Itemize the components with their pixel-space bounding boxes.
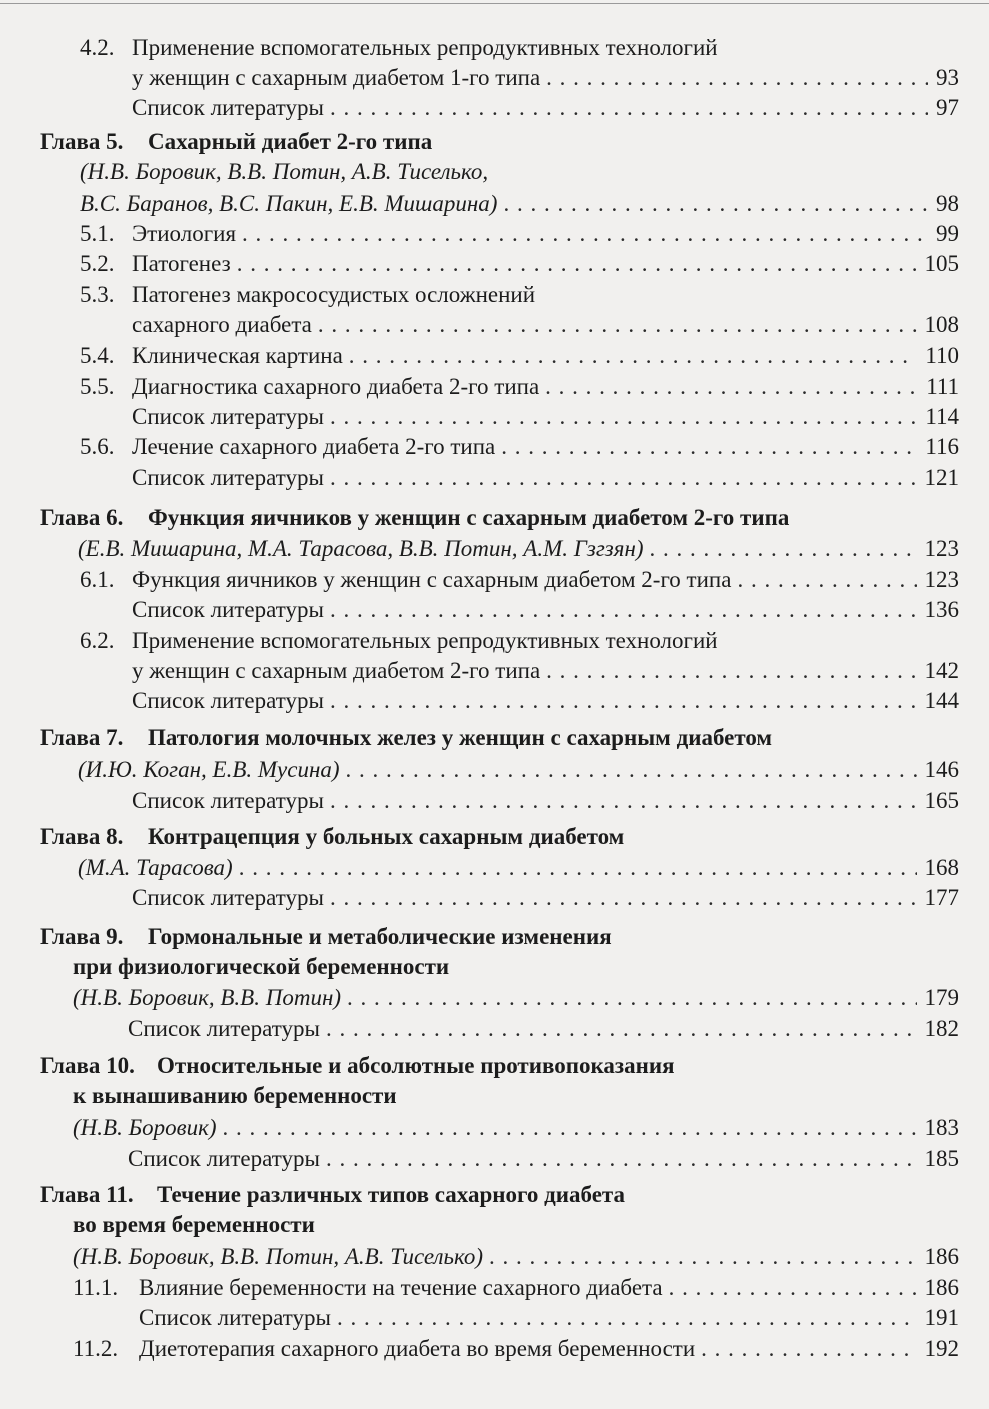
chapter-title: Относительные и абсолютные противопоказания <box>157 1053 675 1078</box>
chapter-number: Глава 6. <box>40 505 124 530</box>
toc-number: 5.6. <box>80 434 115 459</box>
chapter-title: во время беременности <box>73 1212 315 1237</box>
authors: (И.Ю. Коган, Е.В. Мусина) <box>78 757 340 782</box>
page-number: 186 <box>924 1244 959 1269</box>
top-rule <box>0 3 989 4</box>
leader-dots <box>326 1144 917 1174</box>
toc-title: Влияние беременности на течение сахарного диабета <box>139 1275 663 1300</box>
page-number: 114 <box>925 404 959 429</box>
toc-row <box>128 1014 959 1044</box>
leader-dots <box>330 786 917 816</box>
toc-row <box>128 1144 959 1174</box>
toc-row <box>80 372 959 402</box>
toc-row <box>73 983 959 1013</box>
leader-dots <box>346 755 917 785</box>
toc-title: Функция яичников у женщин с сахарным диабетом 2-го типа <box>132 567 732 592</box>
leader-dots <box>326 1014 917 1044</box>
chapter-heading <box>40 1051 949 1081</box>
leader-dots <box>669 1273 917 1303</box>
toc-number: 11.2. <box>73 1336 119 1361</box>
toc-row <box>73 1113 959 1143</box>
toc-row <box>132 93 959 123</box>
page-number: 116 <box>925 434 959 459</box>
toc-number: 11.1. <box>73 1275 119 1300</box>
toc-row <box>73 1242 959 1272</box>
leader-dots <box>330 883 917 913</box>
toc-title: Список литературы <box>128 1016 320 1041</box>
chapter-number: Глава 9. <box>40 924 124 949</box>
authors: (Н.В. Боровик, В.В. Потин) <box>73 985 342 1010</box>
toc-row <box>132 310 959 340</box>
chapter-heading <box>40 922 949 952</box>
toc-row <box>80 432 959 462</box>
page-number: 99 <box>936 221 959 246</box>
toc-number: 5.3. <box>80 282 115 307</box>
page-number: 185 <box>924 1146 959 1171</box>
chapter-heading-continued <box>73 952 949 982</box>
toc-row <box>80 249 959 279</box>
toc-title: у женщин с сахарным диабетом 1-го типа <box>132 65 541 90</box>
toc-title: Список литературы <box>132 688 324 713</box>
page-number: 142 <box>924 658 959 683</box>
leader-dots <box>347 983 916 1013</box>
chapter-heading-continued <box>73 1210 949 1240</box>
chapter-number: Глава 8. <box>40 824 124 849</box>
toc-row <box>80 280 949 310</box>
leader-dots <box>737 565 916 595</box>
toc-title: Список литературы <box>132 465 324 490</box>
authors: (М.А. Тарасова) <box>78 855 233 880</box>
toc-row <box>132 463 959 493</box>
chapter-number: Глава 10. <box>40 1053 135 1078</box>
page-number: 98 <box>936 191 959 216</box>
leader-dots <box>330 595 917 625</box>
toc-row <box>139 1303 959 1333</box>
toc-title: Список литературы <box>139 1305 331 1330</box>
toc-title: Список литературы <box>132 788 324 813</box>
toc-row <box>80 33 949 63</box>
chapter-heading <box>40 503 949 533</box>
chapter-number: Глава 11. <box>40 1182 134 1207</box>
toc-number: 5.1. <box>80 221 115 246</box>
toc-title: Патогенез <box>132 251 231 276</box>
toc-row <box>132 656 959 686</box>
chapter-heading <box>40 723 949 753</box>
page-number: 123 <box>924 567 959 592</box>
toc-title: Применение вспомогательных репродуктивных технологий <box>132 35 718 60</box>
toc-title: Список литературы <box>132 597 324 622</box>
authors: (Н.В. Боровик, В.В. Потин, А.В. Тиселько) <box>73 1244 484 1269</box>
authors: (Н.В. Боровик, В.В. Потин, А.В. Тиселько, <box>80 159 489 184</box>
page-number: 177 <box>924 885 959 910</box>
toc-title: Лечение сахарного диабета 2-го типа <box>132 434 496 459</box>
toc-number: 5.5. <box>80 374 115 399</box>
toc-number: 5.4. <box>80 343 115 368</box>
toc-number: 5.2. <box>80 251 115 276</box>
toc-title: Список литературы <box>132 404 324 429</box>
leader-dots <box>349 341 918 371</box>
leader-dots <box>545 372 918 402</box>
leader-dots <box>503 189 928 219</box>
authors-line <box>80 157 949 187</box>
leader-dots <box>546 63 928 93</box>
page-number: 111 <box>926 374 959 399</box>
toc-row <box>132 883 959 913</box>
toc-title: Патогенез макрососудистых осложнений <box>132 282 536 307</box>
page-number: 179 <box>924 985 959 1010</box>
page-number: 110 <box>925 343 959 368</box>
toc-number: 4.2. <box>80 35 115 60</box>
page-number: 186 <box>924 1275 959 1300</box>
leader-dots <box>318 310 917 340</box>
toc-row <box>73 1273 959 1303</box>
leader-dots <box>546 656 916 686</box>
chapter-title: Течение различных типов сахарного диабета <box>157 1182 625 1207</box>
leader-dots <box>239 853 917 883</box>
page-number: 168 <box>924 855 959 880</box>
toc-title: Диетотерапия сахарного диабета во время беременности <box>139 1336 696 1361</box>
toc-row <box>132 786 959 816</box>
toc-row <box>80 341 959 371</box>
toc-row <box>78 755 959 785</box>
leader-dots <box>501 432 917 462</box>
chapter-title: Контрацепция у больных сахарным диабетом <box>148 824 625 849</box>
toc-title: Применение вспомогательных репродуктивных технологий <box>132 628 718 653</box>
toc-title: сахарного диабета <box>132 312 312 337</box>
page-number: 97 <box>936 95 959 120</box>
authors: (Е.В. Мишарина, М.А. Тарасова, В.В. Потин, А.М. Гзгзян) <box>78 536 644 561</box>
authors: В.С. Баранов, В.С. Пакин, Е.В. Мишарина) <box>80 191 498 216</box>
chapter-number: Глава 5. <box>40 129 124 154</box>
chapter-title: Функция яичников у женщин с сахарным диабетом 2-го типа <box>148 505 790 530</box>
leader-dots <box>330 686 917 716</box>
page-number: 191 <box>924 1305 959 1330</box>
chapter-title: к вынашиванию беременности <box>73 1083 397 1108</box>
page-number: 165 <box>924 788 959 813</box>
page-number: 123 <box>924 536 959 561</box>
leader-dots <box>330 402 917 432</box>
toc-row <box>80 626 949 656</box>
toc-row <box>80 219 959 249</box>
toc-row <box>78 853 959 883</box>
page-number: 121 <box>924 465 959 490</box>
toc-row <box>80 189 959 219</box>
toc-title: Список литературы <box>132 885 324 910</box>
leader-dots <box>701 1334 916 1364</box>
leader-dots <box>330 93 928 123</box>
leader-dots <box>223 1113 917 1143</box>
page-number: 105 <box>924 251 959 276</box>
chapter-title: при физиологической беременности <box>73 954 450 979</box>
leader-dots <box>242 219 928 249</box>
page-number: 183 <box>924 1115 959 1140</box>
toc-row <box>80 565 959 595</box>
page-number: 136 <box>924 597 959 622</box>
leader-dots <box>489 1242 916 1272</box>
leader-dots <box>330 463 917 493</box>
chapter-title: Гормональные и метаболические изменения <box>148 924 612 949</box>
toc-title: Диагностика сахарного диабета 2-го типа <box>132 374 540 399</box>
page-number: 108 <box>924 312 959 337</box>
toc-row <box>78 534 959 564</box>
page-number: 93 <box>936 65 959 90</box>
toc-title: у женщин с сахарным диабетом 2-го типа <box>132 658 541 683</box>
page-number: 182 <box>924 1016 959 1041</box>
toc-row <box>132 686 959 716</box>
chapter-heading-continued <box>73 1081 949 1111</box>
toc-row <box>132 402 959 432</box>
page-number: 192 <box>924 1336 959 1361</box>
toc-row <box>132 595 959 625</box>
toc-number: 6.2. <box>80 628 115 653</box>
toc-title: Список литературы <box>132 95 324 120</box>
chapter-heading <box>40 127 949 157</box>
chapter-heading <box>40 1180 949 1210</box>
toc-row <box>132 63 959 93</box>
chapter-title: Патология молочных желез у женщин с сахарным диабетом <box>148 725 773 750</box>
page-number: 146 <box>924 757 959 782</box>
toc-title: Список литературы <box>128 1146 320 1171</box>
chapter-number: Глава 7. <box>40 725 124 750</box>
page-number: 144 <box>924 688 959 713</box>
toc-title: Этиология <box>132 221 237 246</box>
leader-dots <box>237 249 917 279</box>
authors: (Н.В. Боровик) <box>73 1115 217 1140</box>
leader-dots <box>650 534 917 564</box>
toc-row <box>73 1334 959 1364</box>
chapter-heading <box>40 822 949 852</box>
leader-dots <box>337 1303 917 1333</box>
chapter-title: Сахарный диабет 2-го типа <box>148 129 433 154</box>
toc-number: 6.1. <box>80 567 115 592</box>
toc-title: Клиническая картина <box>132 343 343 368</box>
